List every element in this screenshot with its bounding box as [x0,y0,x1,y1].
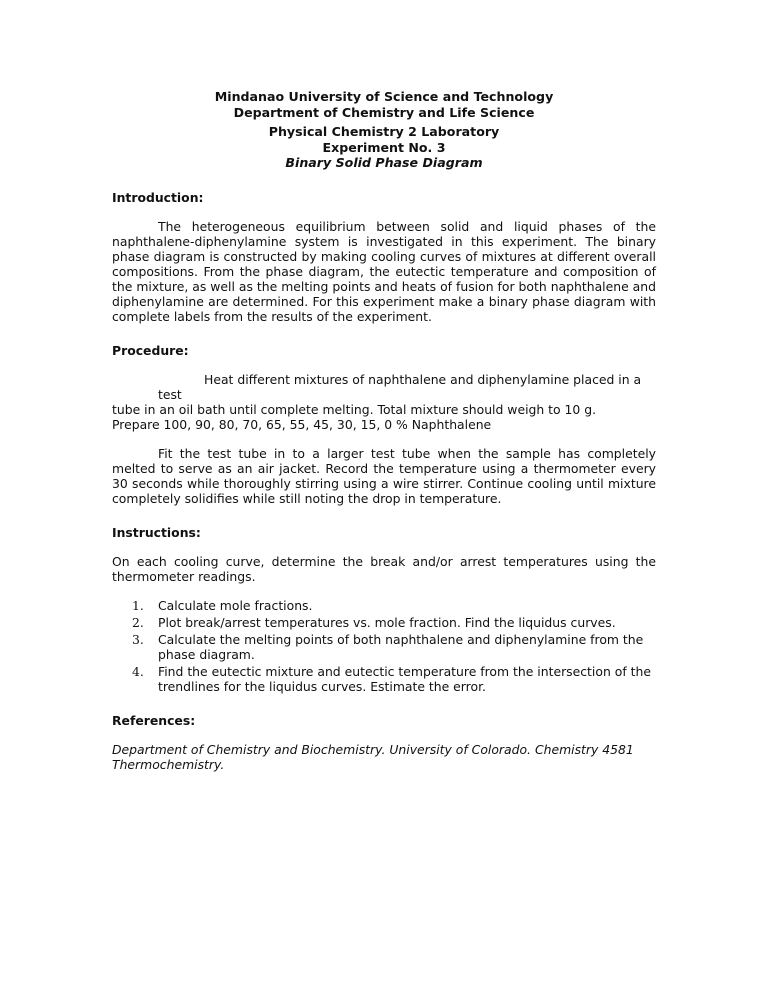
instructions-intro: On each cooling curve, determine the break and/or arrest temperatures using the thermometer readings. [112,553,656,584]
procedure-line-2: tube in an oil bath until complete melting. Total mixture should weigh to 10 g. [112,401,597,417]
list-item-number: 1. [132,597,144,613]
procedure-paragraph-2: Fit the test tube in to a larger test tube when the sample has completely melted to serve as an air jacket. Record the temperature using a thermometer every 30 seconds while thoroughly stirring using a wire stirrer. Continue cooling until mixture completely solidifies while still noting the drop in temperature. [112,445,656,506]
procedure-heading: Procedure: [112,342,189,358]
reference-entry: Department of Chemistry and Biochemistry. University of Colorado. Chemistry 4581 Thermochemistry. [112,741,634,772]
instructions-list [112,598,656,694]
list-item-number: 2. [132,614,144,630]
experiment-subtitle: Binary Solid Phase Diagram [285,155,483,170]
list-item-text: Calculate the melting points of both naphthalene and diphenylamine from the phase diagram. [158,631,644,662]
instructions-heading: Instructions: [112,524,201,540]
university-name: Mindanao University of Science and Technology [214,89,554,104]
experiment-number: Experiment No. 3 [322,139,446,155]
list-item-text: Calculate mole fractions. [158,597,313,613]
list-item-text: Plot break/arrest temperatures vs. mole fraction. Find the liquidus curves. [158,614,616,630]
list-item [132,663,656,694]
procedure-line-1: Heat different mixtures of naphthalene and diphenylamine placed in a test [158,371,642,402]
references-heading: References: [112,712,196,728]
list-item-number: 4. [132,663,144,679]
procedure-paragraph-1 [112,372,656,432]
list-item [132,614,656,630]
list-item-text: Find the eutectic mixture and eutectic temperature from the intersection of the trendlines for the liquidus curves. Estimate the error. [158,663,651,694]
list-item [132,597,656,613]
introduction-text: The heterogeneous equilibrium between solid and liquid phases of the naphthalene-diphenylamine system is investigated in this experiment. The binary phase diagram is constructed by making cooling curves of mixtures at different overall compositions. From the phase diagram, the eutectic temperature and composition of the mixture, as well as the melting points and heats of fusion for both naphthalene and diphenylamine are determined. For this experiment make a binary phase diagram with complete labels from the results of the experiment. [112,218,656,324]
course-title: Physical Chemistry 2 Laboratory [268,124,500,139]
document-header [112,89,656,171]
procedure-line-3: Prepare 100, 90, 80, 70, 65, 55, 45, 30, 15, 0 % Naphthalene [112,416,492,432]
list-item-number: 3. [132,631,144,647]
list-item [132,631,656,662]
introduction-heading: Introduction: [112,189,204,205]
department-name: Department of Chemistry and Life Science [233,104,535,120]
